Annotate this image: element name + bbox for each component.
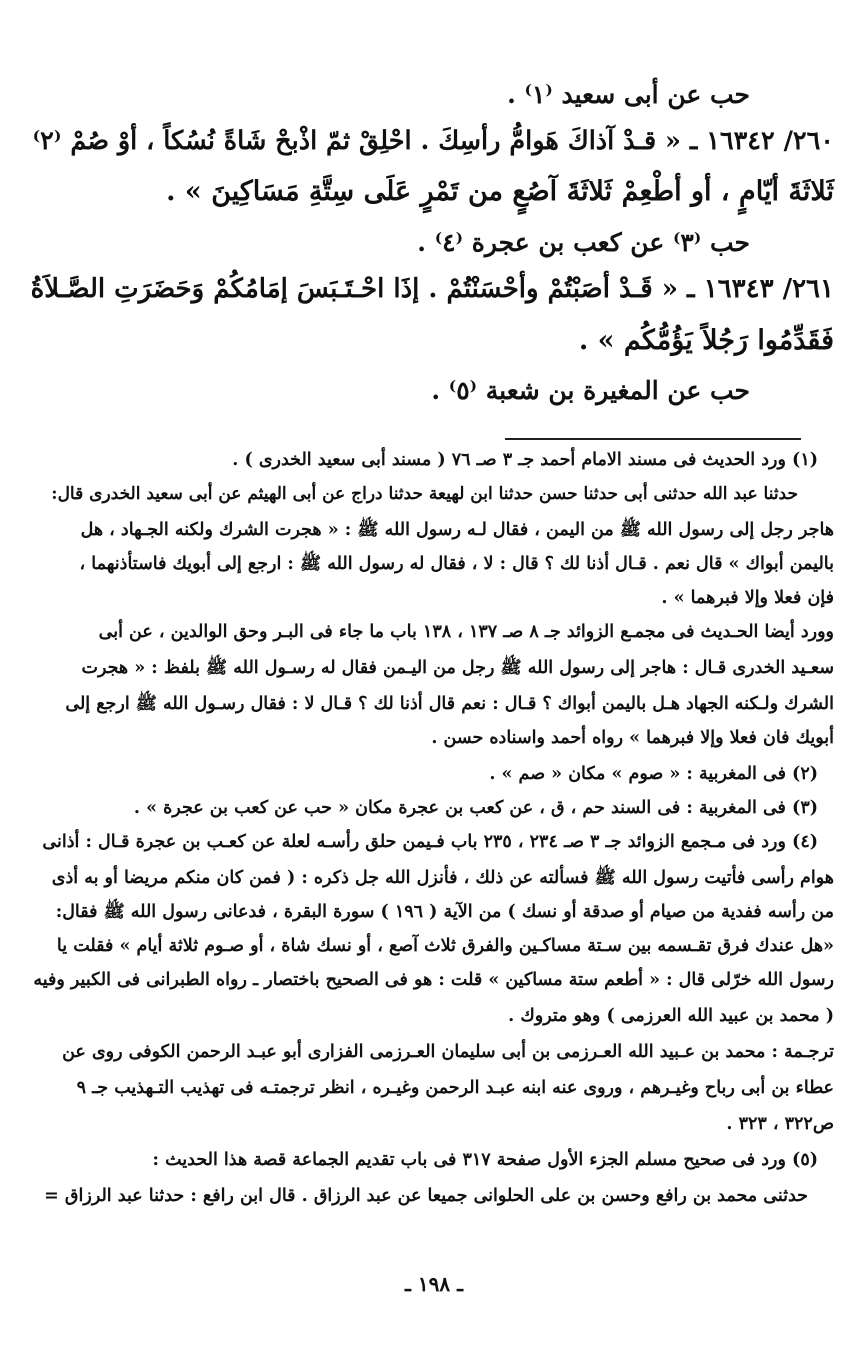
footnote-line-2: حدثنا عبد الله حدثنى أبى حدثنا حسن حدثنا ابن لهيعة حدثنا دراج عن أبى الهيثم عن أبى سعيد الخدرى قال:	[51, 484, 798, 504]
footnote-line-9: أبويك فان فعلا وإلا فبرهما » رواه أحمد واسناده حسن .	[431, 728, 834, 748]
footnote-line-15: «هل عندك فرق تقـسمه بين سـتة مساكـين والفرق ثلاث آصع ، أو نسك شاة ، أو صـوم ثلاثة أيام » فقلت يا	[56, 936, 834, 956]
main-line-2-hadith-260: ٢٦٠/ ١٦٣٤٢ ـ « قـدْ آذاكَ هَوامُّ رأسِكَ . احْلِقْ ثمّ اذْبحْ شَاةً نُسُكاً ، أوْ صُمْ ⁽٢⁾	[32, 126, 834, 156]
page-number: ـ ١٩٨ ـ	[405, 1272, 463, 1296]
footnote-divider	[505, 438, 801, 440]
footnote-line-17: ( محمد بن عبيد الله العرزمى ) وهو متروك .	[508, 1006, 834, 1026]
main-line-4: حب ⁽٣⁾ عن كعب بن عجرة ⁽٤⁾ .	[417, 228, 750, 257]
footnote-line-20: ص٣٢٢ ، ٣٢٣ .	[726, 1114, 834, 1134]
footnote-line-8: الشرك ولـكنه الجهاد هـل باليمن أبواك ؟ قـال : نعم قال أذنا لك ؟ قـال لا : فقال رسـول الله ﷺ ارجع إلى	[65, 694, 834, 714]
main-line-6: فَقَدِّمُوا رَجُلاً يَؤُمُّكُم » .	[578, 325, 834, 356]
footnote-line-4: باليمن أبواك » قال نعم . قـال أذنا لك ؟ قال : لا ، فقال له رسول الله ﷺ : ارجع إلى أبويك فاستأذنهما ،	[79, 554, 834, 574]
footnote-line-18: ترجـمة : محمد بن عـبيد الله العـرزمى بن أبى سليمان العـرزمى الفزارى أبو عبـد الرحمن الكوفى روى عن	[62, 1042, 834, 1062]
footnote-line-6: وورد أيضا الحـديث فى مجمـع الزوائد جـ ٨ صـ ١٣٧ ، ١٣٨ باب ما جاء فى البـر وحق الوالدين ، عن أبى	[98, 622, 834, 642]
footnote-line-16: رسول الله خرّلى قال : « أطعم ستة مساكين » قلت : هو فى الصحيح باختصار ـ رواه الطبرانى فى الكبير وفيه	[33, 970, 834, 990]
main-line-7: حب عن المغيرة بن شعبة ⁽٥⁾ .	[431, 376, 750, 405]
footnote-line-7: سعـيد الخدرى قـال : هاجر إلى رسول الله ﷺ رجل من اليـمن فقال له رسـول الله ﷺ بلفظ : « هجرت	[81, 658, 834, 678]
footnote-line-19: عطاء بن أبى رباح وغيـرهم ، وروى عنه ابنه عبـد الرحمن وغيـره ، انظر ترجمتـه فى تهذيب التـهذيب جـ ٩	[76, 1078, 834, 1098]
footnote-line-14: من رأسه ففدية من صيام أو صدقة أو نسك ) من الآية ( ١٩٦ ) سورة البقرة ، فدعانى رسول الله ﷺ فقال:	[55, 902, 834, 922]
main-line-5-hadith-261: ٢٦١/ ١٦٣٤٣ ـ « قَـدْ أصَبْتُمْ وأحْسَنْتُمْ . إذَا احْـتَـبَسَ إمَامُكُمْ وَحَضَرَتِ الصَّـلاَةُ	[30, 274, 834, 304]
footnote-line-21: (٥) ورد فى صحيح مسلم الجزء الأول صفحة ٣١٧ فى باب تقديم الجماعة قصة هذا الحديث :	[152, 1150, 818, 1170]
footnote-line-1: (١) ورد الحديث فى مسند الامام أحمد جـ ٣ صـ ٧٦ ( مسند أبى سعيد الخدرى ) .	[232, 450, 818, 470]
footnote-line-11: (٣) فى المغربية : فى السند حم ، ق ، عن كعب بن عجرة مكان « حب عن كعب بن عجرة » .	[133, 798, 818, 818]
footnote-line-12: (٤) ورد فى مـجمع الزوائد جـ ٣ صـ ٢٣٤ ، ٢٣٥ باب فـيمن حلق رأسـه لعلة عن كعـب بن عجرة قـال : أذانى	[42, 832, 818, 852]
main-line-1: حب عن أبى سعيد ⁽١⁾ .	[507, 80, 750, 109]
footnote-line-5: فإن فعلا وإلا فبرهما » .	[661, 588, 834, 608]
footnote-line-3: هاجر رجل إلى رسول الله ﷺ من اليمن ، فقال لـه رسول الله ﷺ : « هجرت الشرك ولكنه الجـهاد ، هل	[80, 520, 834, 540]
footnote-line-10: (٢) فى المغربية : « صوم » مكان « صم » .	[489, 764, 818, 784]
main-line-3: ثَلاثَةَ أيّامٍ ، أو أطْعِمْ ثَلاثَةَ آصُعٍ من تَمْرٍ عَلَى سِتَّةِ مَسَاكِينَ » .	[166, 176, 834, 207]
footnote-line-13: هوام رأسى فأتيت رسول الله ﷺ فسألته عن ذلك ، فأنزل الله جل ذكره : ( فمن كان منكم مريضا أو به أذى	[51, 868, 834, 888]
footnote-line-22: حدثنى محمد بن رافع وحسن بن على الحلوانى جميعا عن عبد الرزاق . قال ابن رافع : حدثنا عبد الرزاق =	[44, 1186, 808, 1206]
